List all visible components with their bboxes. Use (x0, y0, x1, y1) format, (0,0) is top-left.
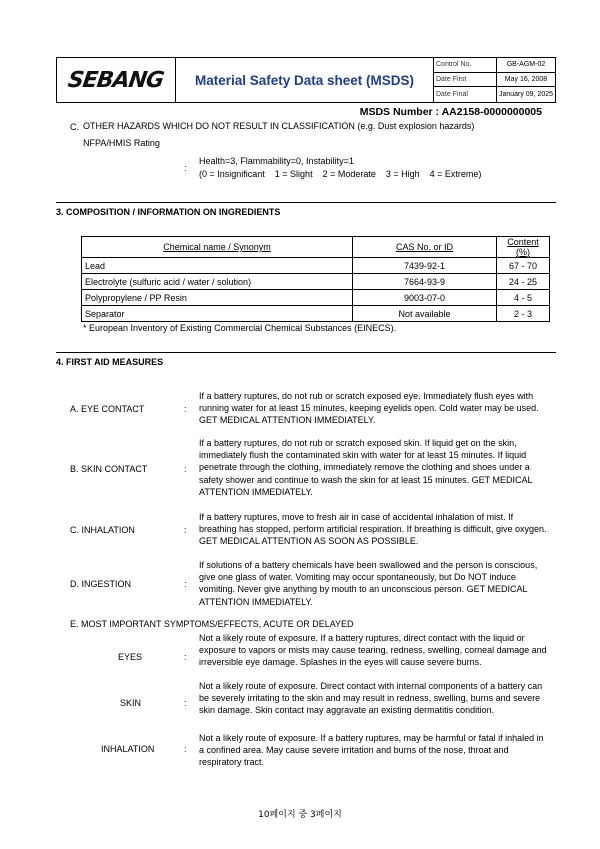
nfpa-rating: Health=3, Flammability=0, Instability=1 (199, 156, 354, 166)
skin-contact-label: B. SKIN CONTACT (70, 464, 148, 474)
symptom-eyes-text: Not a likely route of exposure. If a battery ruptures, direct contact with the liquid or exposure to vapors or mists may cause tearing, redness, swelling, corneal damage and irreversible eye damage. Splashes in the eyes will cause severe burns. (199, 633, 547, 668)
einecs-note: * European Inventory of Existing Commercial Chemical Substances (EINECS). (83, 323, 397, 333)
company-logo (57, 58, 176, 102)
nfpa-colon: : (184, 163, 187, 173)
column-header: Content (%) (497, 237, 550, 258)
control-no-label: Control No. (434, 58, 497, 73)
symptoms-heading: E. MOST IMPORTANT SYMPTOMS/EFFECTS, ACUTE OR DELAYED (70, 619, 354, 629)
ingestion-text: If solutions of a battery chemicals have been swallowed and the person is conscious, give one glass of water. Vomiting may occur spontaneously, but Do NOT induce vomiting. Never give anything by mouth to an unconscious person. GET MEDICAL ATTENTION IMMEDIATELY. (199, 560, 538, 607)
table-cell: 24 - 25 (497, 274, 550, 290)
column-header: Chemical name / Synonym (82, 237, 353, 258)
table-cell: Separator (82, 306, 353, 322)
eye-contact-label: A. EYE CONTACT (70, 404, 145, 414)
colon: : (184, 698, 187, 708)
table-cell: Polypropylene / PP Resin (82, 290, 353, 306)
skin-contact-text: If a battery ruptures, do not rub or scratch exposed skin. If liquid get on the skin, immediately flush the contaminated skin with water for at least 15 minutes. If liquid penetrate through the clothing, immediately remove the clothing and shoes under a safety shower and continue to wash the skin for at least 15 minutes. GET MEDICAL ATTENTION IMMEDIATELY. (199, 438, 533, 497)
hazards-letter: C. (70, 122, 79, 132)
colon: : (184, 652, 187, 662)
document-header (56, 57, 556, 103)
table-row (82, 258, 550, 274)
table-row (82, 290, 550, 306)
colon: : (184, 464, 187, 474)
table-cell: 2 - 3 (497, 306, 550, 322)
eye-contact-text: If a battery ruptures, do not rub or scratch exposed eye. Immediately flush eyes with running water for at least 15 minutes, keeping eyelids open. Cold water may be used. GET MEDICAL ATTENTION IMMEDIATELY. (199, 391, 539, 426)
control-info (434, 58, 555, 102)
inhalation-label: C. INHALATION (70, 525, 135, 535)
inhalation-text: If a battery ruptures, move to fresh air in case of accidental inhalation of mist. If breathing has stopped, perform artificial respiration. If breathing is difficult, give oxygen. GET MEDICAL ATTENTION AS SOON AS POSSIBLE. (199, 512, 547, 547)
column-header: CAS No. or ID (353, 237, 497, 258)
date-first-value: May 16, 2008 (497, 73, 555, 88)
nfpa-label: NFPA/HMIS Rating (83, 138, 160, 148)
control-no-value: GB-AGM-02 (497, 58, 555, 73)
hazards-heading: OTHER HAZARDS WHICH DO NOT RESULT IN CLASSIFICATION (e.g. Dust explosion hazards) (83, 121, 475, 131)
table-cell: 4 - 5 (497, 290, 550, 306)
date-first-label: Date First (434, 73, 497, 88)
table-cell: Electrolyte (sulfuric acid / water / solution) (82, 274, 353, 290)
date-final-label: Date Final (434, 87, 497, 102)
nfpa-scale: (0 = Insignificant 1 = Slight 2 = Moderate 3 = High 4 = Extreme) (199, 169, 482, 179)
table-cell: Lead (82, 258, 353, 274)
symptom-inhalation-text: Not a likely route of exposure. If a battery ruptures, may be harmful or fatal if inhaled in a confined area. May cause severe irritation and burns of the nose, throat and respiratory tract. (199, 733, 544, 768)
section-4-title: 4. FIRST AID MEASURES (56, 352, 556, 367)
symptom-skin-label: SKIN (120, 698, 142, 708)
ingestion-label: D. INGESTION (70, 579, 132, 589)
table-cell: 7664-93-9 (353, 274, 497, 290)
table-row (82, 306, 550, 322)
colon: : (184, 744, 187, 754)
symptom-inhalation-label: INHALATION (101, 744, 155, 754)
page-footer: 10페이지 중 3페이지 (258, 810, 342, 820)
symptom-skin-text: Not a likely route of exposure. Direct contact with internal components of a battery can be severely irritating to the skin and may result in redness, swelling, burns and severe skin damage. Skin contact may aggravate an existing dermatitis condition. (199, 681, 543, 716)
colon: : (184, 404, 187, 414)
composition-table (81, 236, 550, 322)
logo-text: SEBANG (66, 67, 166, 93)
table-cell: 9003-07-0 (353, 290, 497, 306)
table-header-row (82, 237, 550, 258)
msds-number: MSDS Number : AA2158-0000000005 (359, 106, 542, 118)
colon: : (184, 525, 187, 535)
table-cell: 67 - 70 (497, 258, 550, 274)
table-cell: Not available (353, 306, 497, 322)
symptom-eyes-label: EYES (118, 652, 143, 662)
colon: : (184, 579, 187, 589)
document-title: Material Safety Data sheet (MSDS) (176, 58, 434, 102)
section-3-title: 3. COMPOSITION / INFORMATION ON INGREDIENTS (56, 202, 556, 217)
date-final-value: January 09, 2025 (498, 91, 554, 99)
table-cell: 7439-92-1 (353, 258, 497, 274)
table-row (82, 274, 550, 290)
